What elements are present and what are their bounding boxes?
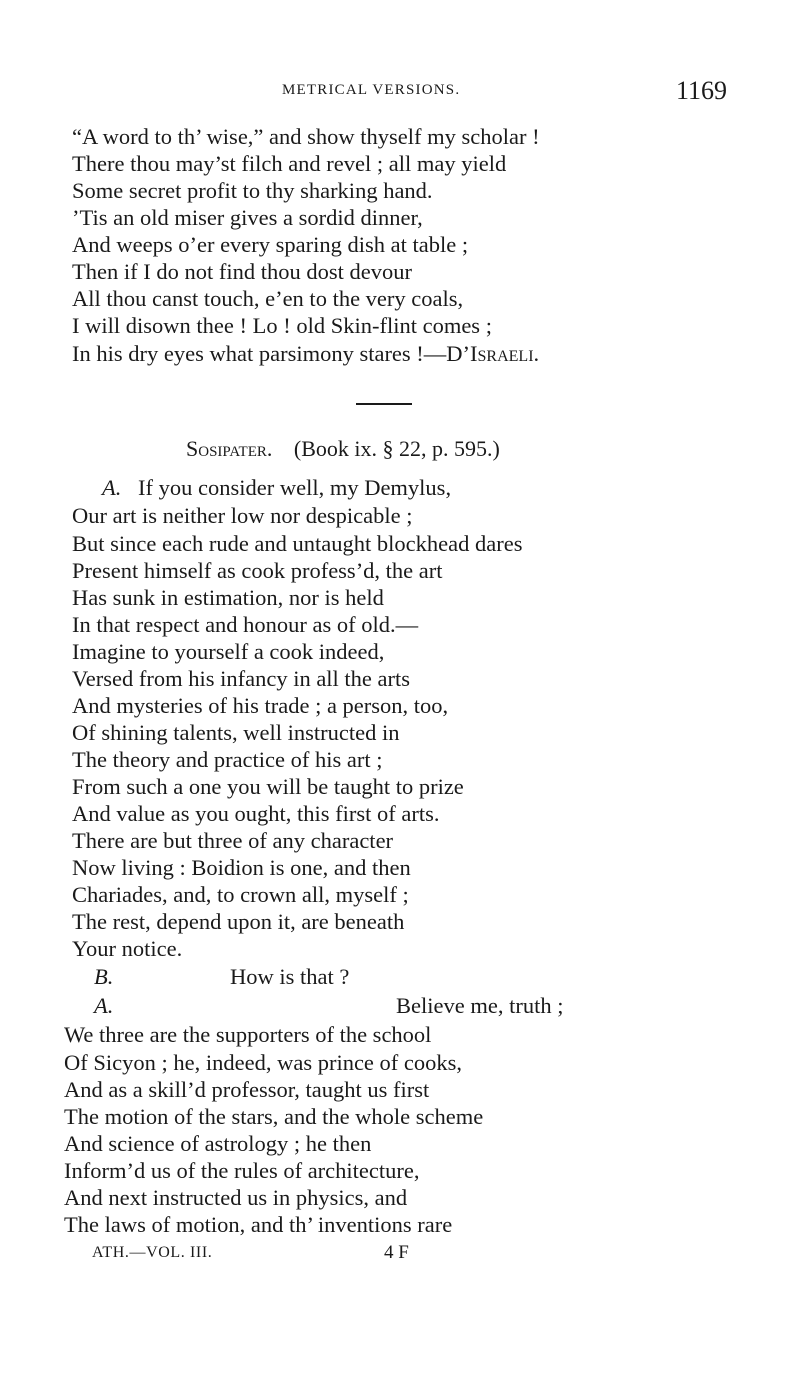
page-header xyxy=(0,78,812,108)
dialogue-line: Inform’d us of the rules of architecture, xyxy=(64,1158,420,1183)
dialogue-line: Your notice. xyxy=(72,936,183,961)
dialogue-line: Has sunk in estimation, nor is held xyxy=(72,585,384,610)
poem-line: I will disown thee ! Lo ! old Skin-flint comes ; xyxy=(72,313,492,338)
speaker-b: B. xyxy=(94,964,114,989)
poem-line: “A word to th’ wise,” and show thyself my scholar ! xyxy=(72,124,540,149)
poem-line: All thou canst touch, e’en to the very coals, xyxy=(72,286,464,311)
running-title: METRICAL VERSIONS. xyxy=(282,82,461,98)
dialogue-line: How is that ? xyxy=(230,964,350,989)
dialogue-line: In that respect and honour as of old.— xyxy=(72,612,419,637)
book-reference: (Book ix. § 22, p. 595.) xyxy=(293,436,500,461)
dialogue-line: And next instructed us in physics, and xyxy=(64,1185,408,1210)
dialogue-line: From such a one you will be taught to prize xyxy=(72,774,464,799)
dialogue-line: Our art is neither low nor despicable ; xyxy=(72,503,413,528)
poem-line: In his dry eyes what parsimony stares !— xyxy=(72,341,447,366)
author-name: Sosipater. xyxy=(186,436,273,461)
section-divider xyxy=(356,403,412,405)
speaker-a: A. xyxy=(94,993,114,1018)
page-number: 1169 xyxy=(676,76,728,105)
page-footer xyxy=(0,1242,812,1270)
dialogue-line: And as a skill’d professor, taught us first xyxy=(64,1077,430,1102)
dialogue-line: Of Sicyon ; he, indeed, was prince of cooks, xyxy=(64,1050,463,1075)
dialogue-line: The motion of the stars, and the whole scheme xyxy=(64,1104,484,1129)
dialogue-line: The theory and practice of his art ; xyxy=(72,747,383,772)
dialogue-line: Believe me, truth ; xyxy=(396,993,564,1018)
dialogue-line: If you consider well, my Demylus, xyxy=(138,475,452,500)
dialogue-line: Now living : Boidion is one, and then xyxy=(72,855,411,880)
poem-line: Some secret profit to thy sharking hand. xyxy=(72,178,433,203)
poem-line: And weeps o’er every sparing dish at table ; xyxy=(72,232,469,257)
dialogue-line: Chariades, and, to crown all, myself ; xyxy=(72,882,409,907)
dialogue-line: But since each rude and untaught blockhead dares xyxy=(72,531,523,556)
signature-line: ATH.—VOL. III. xyxy=(92,1244,213,1261)
dialogue-line: Present himself as cook profess’d, the art xyxy=(72,558,443,583)
poem-last-line xyxy=(72,340,539,368)
dialogue-line: We three are the supporters of the school xyxy=(64,1022,432,1047)
poem-line: There thou may’st filch and revel ; all may yield xyxy=(72,151,507,176)
poem-line: Then if I do not find thou dost devour xyxy=(72,259,412,284)
poem-line: ’Tis an old miser gives a sordid dinner, xyxy=(72,205,423,230)
attribution: D’Israeli. xyxy=(446,341,540,366)
dialogue-line: Of shining talents, well instructed in xyxy=(72,720,400,745)
section-heading xyxy=(186,436,500,462)
speaker-a: A. xyxy=(102,475,122,500)
dialogue-line: The rest, depend upon it, are beneath xyxy=(72,909,405,934)
dialogue-line: The laws of motion, and th’ inventions rare xyxy=(64,1212,453,1237)
dialogue-line: And science of astrology ; he then xyxy=(64,1131,372,1156)
dialogue-line: Versed from his infancy in all the arts xyxy=(72,666,411,691)
dialogue-line: And value as you ought, this first of arts. xyxy=(72,801,440,826)
dialogue-line: There are but three of any character xyxy=(72,828,394,853)
dialogue-line: And mysteries of his trade ; a person, too, xyxy=(72,693,449,718)
sheet-signature: 4 F xyxy=(384,1242,409,1263)
dialogue-line: Imagine to yourself a cook indeed, xyxy=(72,639,385,664)
